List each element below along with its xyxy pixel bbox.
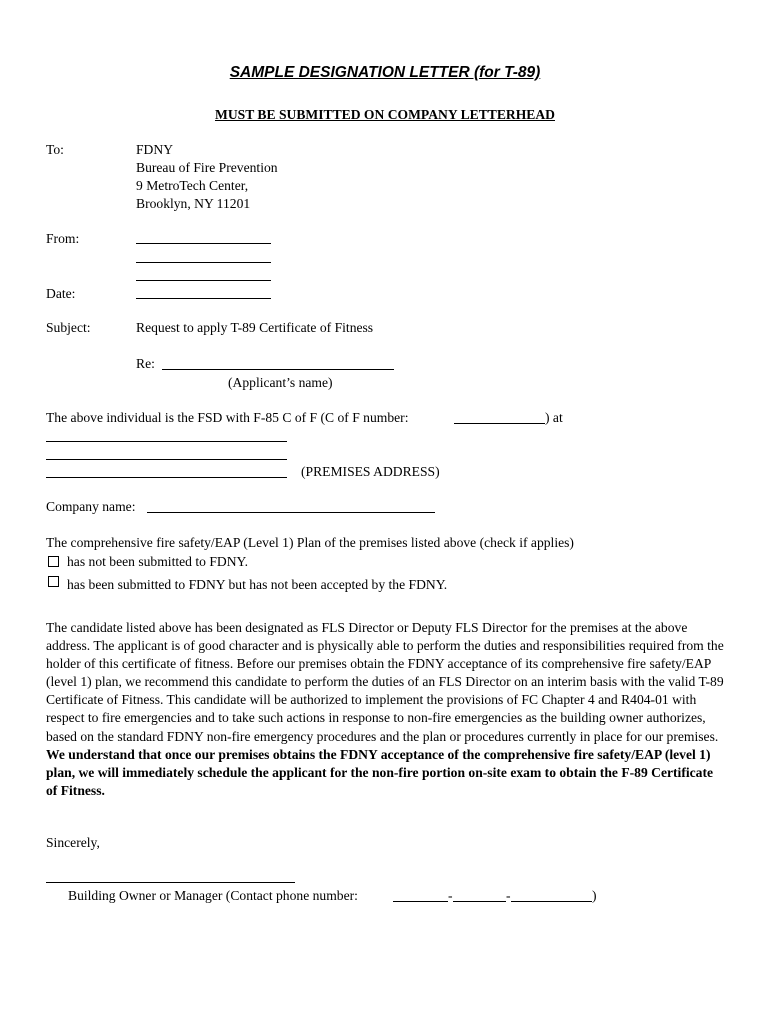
checkbox-not-accepted[interactable]	[48, 576, 59, 587]
company-label: Company name:	[46, 499, 136, 514]
date-line[interactable]	[136, 298, 271, 299]
phone-prefix-line[interactable]	[453, 901, 506, 902]
option-not-accepted: has been submitted to FDNY but has not been accepted by the FDNY.	[67, 577, 448, 592]
subject-text: Request to apply T-89 Certificate of Fitness	[136, 320, 374, 335]
sincerely-text: Sincerely,	[46, 835, 100, 850]
company-name-line[interactable]	[147, 512, 435, 513]
applicant-caption: (Applicant’s name)	[228, 375, 333, 390]
paragraph-regular-text: The candidate listed above has been designated as FLS Director or Deputy FLS Director for the premises at the above address. The applicant is of good character and is physically able to perform the duties and responsibilities required from the holder of this certificate of fitness. Before our premises obtain the FDNY acceptance of its comprehensive fire safety/EAP (level 1) plan, we recommend this candidate to perform the duties of an FLS Director on an interim basis with the valid T-89 Certificate of Fitness. This candidate will be authorized to implement the provisions of FC Chapter 4 and R404-01 with respect to fire emergencies and to take such actions in response to non-fire emergencies as the building owner authorizes, based on the standard FDNY non-fire emergency procedures and the plan or procedures currently in place for our premises.	[46, 620, 724, 744]
checkbox-not-submitted[interactable]	[48, 556, 59, 567]
phone-separator-1: -	[448, 888, 453, 903]
document-subtitle: MUST BE SUBMITTED ON COMPANY LETTERHEAD	[214, 107, 555, 122]
fsd-text-after: ) at	[545, 410, 563, 425]
phone-area-line[interactable]	[393, 901, 448, 902]
paragraph-bold-text: We understand that once our premises obtains the FDNY acceptance of the comprehensive fire safety/EAP (level 1) plan, we will immediately schedule the applicant for the non-fire portion on-site exam to obtain the F-89 Certificate of Fitness.	[46, 746, 714, 798]
signature-caption: Building Owner or Manager (Contact phone number:	[68, 888, 358, 903]
re-label: Re:	[136, 356, 155, 371]
phone-number-line[interactable]	[511, 901, 592, 902]
plan-intro: The comprehensive fire safety/EAP (Level 1) Plan of the premises listed above (check if applies)	[46, 535, 574, 550]
phone-separator-2: -	[506, 888, 511, 903]
to-line-3: 9 MetroTech Center,	[136, 178, 249, 193]
signature-line[interactable]	[46, 882, 295, 883]
from-line-3[interactable]	[136, 280, 271, 281]
applicant-name-line[interactable]	[162, 369, 394, 370]
from-label: From:	[46, 231, 80, 246]
option-not-submitted: has not been submitted to FDNY.	[67, 554, 248, 569]
to-line-1: FDNY	[136, 142, 174, 157]
from-line-2[interactable]	[136, 262, 271, 263]
to-line-2: Bureau of Fire Prevention	[136, 160, 278, 175]
premises-line-2[interactable]	[46, 459, 287, 460]
to-line-4: Brooklyn, NY 11201	[136, 196, 251, 211]
from-line-1[interactable]	[136, 243, 271, 244]
document-title: SAMPLE DESIGNATION LETTER (for T-89)	[229, 64, 541, 81]
premises-line-3[interactable]	[46, 477, 287, 478]
phone-close: )	[592, 888, 597, 903]
subject-label: Subject:	[46, 320, 91, 335]
premises-caption: (PREMISES ADDRESS)	[301, 464, 440, 479]
premises-line-1[interactable]	[46, 441, 287, 442]
cof-number-line[interactable]	[454, 423, 545, 424]
date-label: Date:	[46, 286, 76, 301]
designation-paragraph	[46, 619, 726, 800]
to-label: To:	[46, 142, 64, 157]
fsd-text: The above individual is the FSD with F-85 C of F (C of F number:	[46, 410, 409, 425]
